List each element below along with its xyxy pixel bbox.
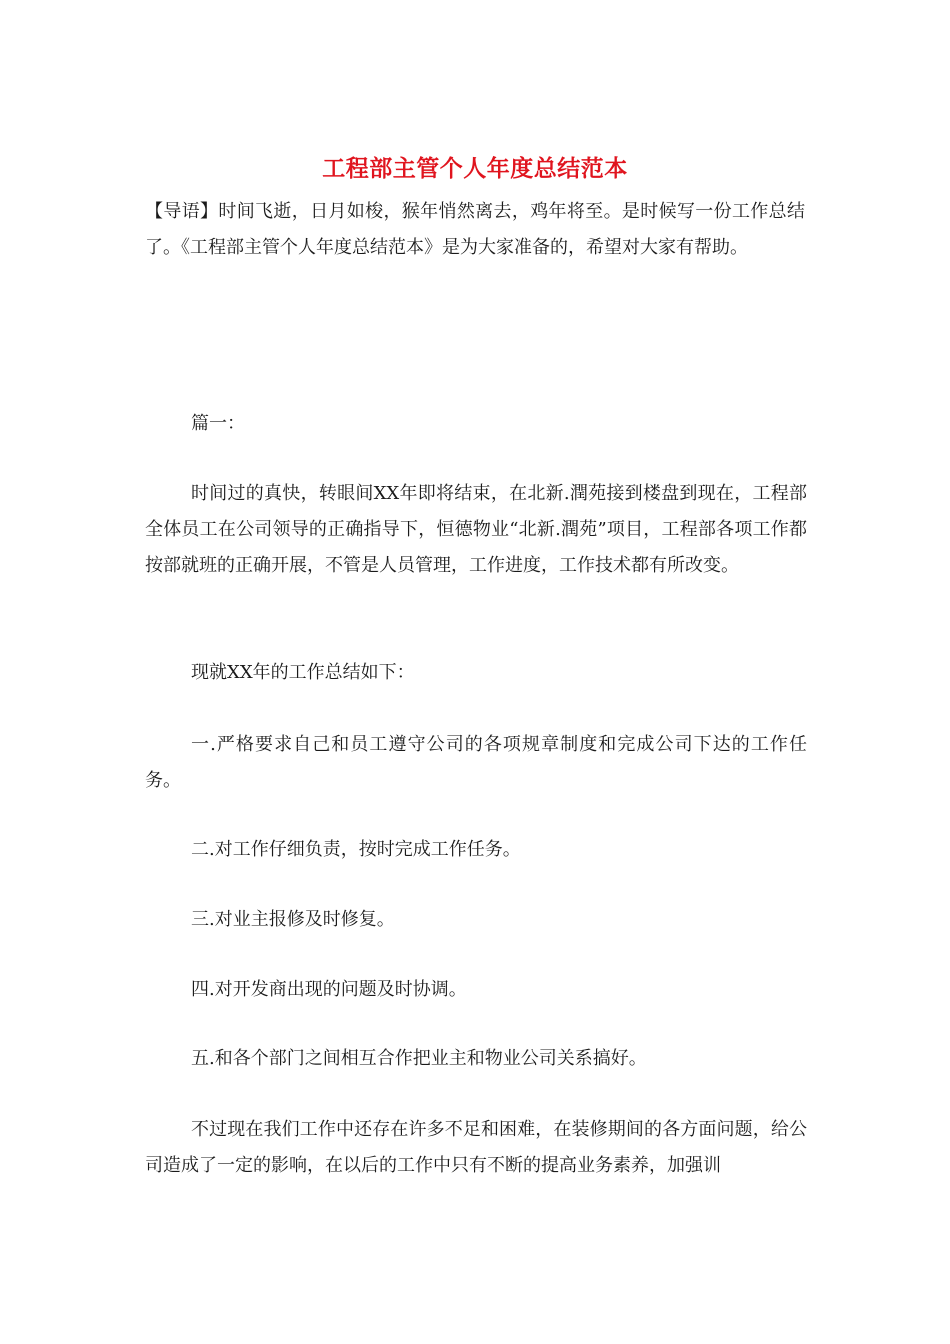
intro-paragraph: 【导语】时间飞逝，日月如梭，猴年悄然离去，鸡年将至。是时候写一份工作总结了。《工程部主管个人年度总结范本》是为大家准备的，希望对大家有帮助。: [145, 201, 805, 258]
list-item-1: 一.严格要求自己和员工遵守公司的各项规章制度和完成公司下达的工作任务。: [145, 734, 807, 791]
section-heading: 篇一：: [191, 413, 245, 434]
list-item-5: 五.和各个部门之间相互合作把业主和物业公司关系搞好。: [191, 1048, 647, 1069]
body-paragraph-1: 时间过的真快，转眼间XX年即将结束，在北新.潤苑接到楼盘到现在，工程部全体员工在公司领导的正确指导下，恒德物业“北新.潤苑”项目，工程部各项工作都按部就班的正确开展，不管是人员管理，工作进度，工作技术都有所改变。: [145, 483, 807, 576]
list-item-3: 三.对业主报修及时修复。: [191, 909, 395, 930]
document-title: 工程部主管个人年度总结范本: [322, 155, 628, 182]
body-paragraph-2: 不过现在我们工作中还存在许多不足和困难，在装修期间的各方面问题，给公司造成了一定的影响，在以后的工作中只有不断的提高业务素养，加强训: [145, 1119, 807, 1176]
list-item-4: 四.对开发商出现的问题及时协调。: [191, 979, 467, 1000]
summary-intro: 现就XX年的工作总结如下：: [191, 662, 415, 683]
list-item-2: 二.对工作仔细负责，按时完成工作任务。: [191, 839, 521, 860]
